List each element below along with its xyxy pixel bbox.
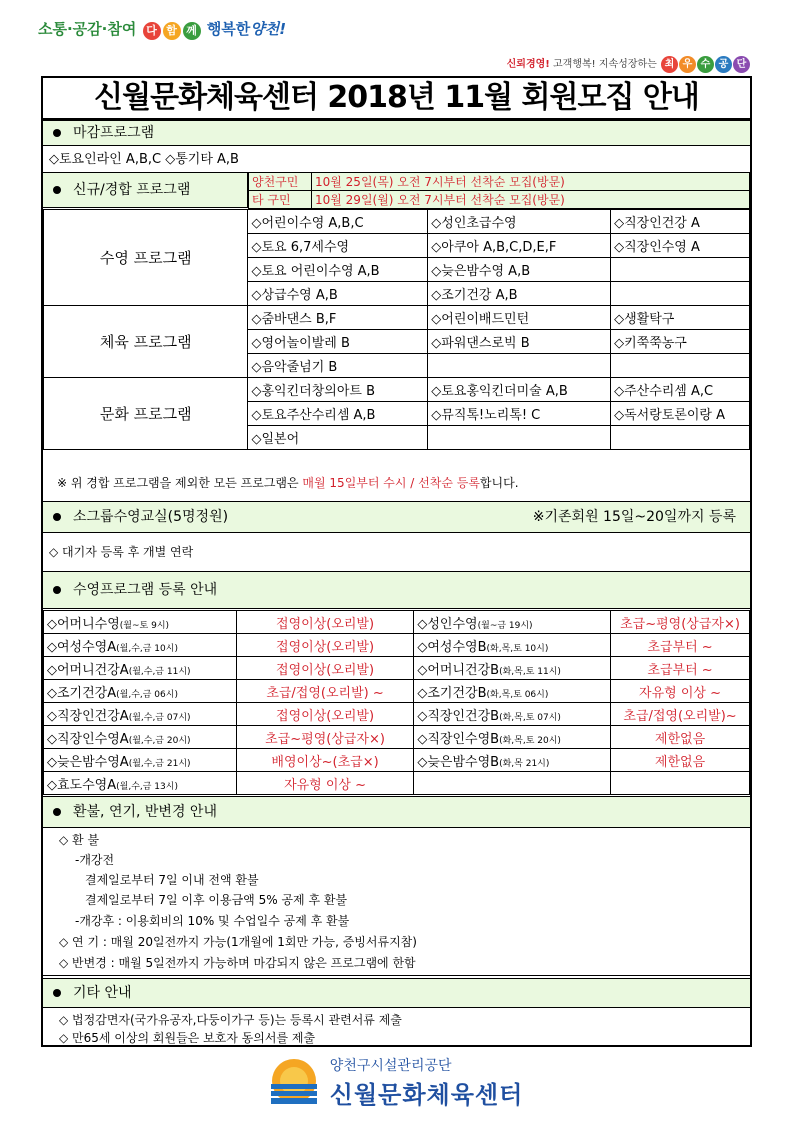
small-group-line: ◇ 대기자 등록 후 개별 연락 <box>49 545 194 559</box>
program-cell: ◇어린이배드민턴 <box>428 306 611 330</box>
footer-org <box>0 1055 794 1110</box>
swim-reg-right-requirement: 초급/접영(오리발)~ <box>611 703 750 726</box>
swim-reg-right-requirement <box>611 772 750 795</box>
program-cell <box>611 258 750 282</box>
program-cell: ◇토요 6,7세수영 <box>248 234 428 258</box>
swim-reg-left-requirement: 배영이상~(초급×) <box>236 749 414 772</box>
program-cell: ◇토요 어린이수영 A,B <box>248 258 428 282</box>
program-cell: ◇성인초급수영 <box>428 210 611 234</box>
program-cell: ◇독서랑토론이랑 A <box>611 402 750 426</box>
management-slogan <box>507 55 750 73</box>
table-row <box>44 657 750 680</box>
note-highlight: 매월 15일부터 수시 / 선착순 등록 <box>302 476 480 490</box>
swim-reg-right-requirement: 제한없음 <box>611 726 750 749</box>
mgmt-badge-2: 우 <box>679 56 696 73</box>
bullet-icon <box>53 586 61 594</box>
swim-reg-left-requirement: 접영이상(오리발) <box>236 657 414 680</box>
swim-class-time: (화,목 21시) <box>499 758 550 769</box>
swim-reg-right-name <box>414 749 611 772</box>
swim-reg-right-requirement: 초급부터 ~ <box>611 657 750 680</box>
swim-class-name: ◇직장인건강B <box>417 708 500 724</box>
program-cell <box>428 426 611 450</box>
deadline-items: ◇토요인라인 A,B,C ◇통기타 A,B <box>49 152 239 167</box>
program-cell <box>428 354 611 378</box>
swim-reg-left-name <box>44 680 237 703</box>
slogan-pill-1: 다 <box>143 22 161 40</box>
slogan-city: 양천! <box>250 20 287 38</box>
program-cell: ◇파워댄스로빅 B <box>428 330 611 354</box>
swim-reg-left-name <box>44 726 237 749</box>
mgmt-badge-4: 공 <box>715 56 732 73</box>
swim-reg-right-requirement: 초급부터 ~ <box>611 634 750 657</box>
swim-class-time: (월,수,금 20시) <box>128 735 191 746</box>
swim-reg-right-name <box>414 703 611 726</box>
etc-line: ◇ 법정감면자(국가유공자,다둥이가구 등)는 등록시 관련서류 제출 <box>59 1013 402 1027</box>
swim-class-time: (화,목,토 06시) <box>486 689 549 700</box>
note-prefix: ※ 위 경합 프로그램을 제외한 모든 프로그램은 <box>57 476 303 490</box>
section-deadline-header <box>43 120 750 146</box>
swim-reg-right-requirement: 제한없음 <box>611 749 750 772</box>
swim-class-time: (월,수,금 07시) <box>128 712 191 723</box>
section-swim-reg-header <box>43 571 750 609</box>
program-cell: ◇음악줄넘기 B <box>248 354 428 378</box>
program-cell: ◇아쿠아 A,B,C,D,E,F <box>428 234 611 258</box>
program-cell: ◇생활탁구 <box>611 306 750 330</box>
sports-program-label: 체육 프로그램 <box>44 306 248 378</box>
mgmt-slogan-rest: 고객행복! 지속성장하는 <box>553 59 657 70</box>
swim-class-time: (월,수,금 06시) <box>116 689 178 700</box>
org-subtitle: 양천구시설관리공단 <box>329 1058 452 1074</box>
section-title: 소그룹수영교실(5명정원) <box>73 509 229 525</box>
notice2-text: 10월 29일(월) 오전 7시부터 선착순 모집(방문) <box>312 191 750 209</box>
mgmt-badge-5: 단 <box>733 56 750 73</box>
etc-line: ◇ 만65세 이상의 회원들은 보호자 동의서를 제출 <box>59 1031 316 1045</box>
swim-reg-right-name <box>414 772 611 795</box>
swim-class-name: ◇직장인수영A <box>47 731 129 747</box>
swim-reg-left-name <box>44 772 237 795</box>
swim-reg-right-requirement: 자유형 이상 ~ <box>611 680 750 703</box>
program-cell: ◇조기건강 A,B <box>428 282 611 306</box>
notice1-text: 10월 25일(목) 오전 7시부터 선착순 모집(방문) <box>312 173 750 191</box>
program-cell <box>611 354 750 378</box>
program-cell: ◇토요주산수리셈 A,B <box>248 402 428 426</box>
program-cell: ◇어린이수영 A,B,C <box>248 210 428 234</box>
program-cell: ◇주산수리셈 A,C <box>611 378 750 402</box>
bullet-icon <box>53 186 61 194</box>
notice1-label: 양천구민 <box>249 173 312 191</box>
swim-registration-table <box>43 610 750 795</box>
swim-reg-left-name <box>44 611 237 634</box>
section-title: 환불, 연기, 반변경 안내 <box>73 804 217 820</box>
program-cell: ◇홍익킨더창의아트 B <box>248 378 428 402</box>
refund-details <box>43 828 750 976</box>
swim-class-time: (월~금 19시) <box>477 620 533 631</box>
program-cell: ◇줌바댄스 B,F <box>248 306 428 330</box>
swim-class-name: ◇늦은밤수영A <box>47 754 129 770</box>
swim-reg-right-name <box>414 634 611 657</box>
program-cell <box>611 282 750 306</box>
slogan-text: 소통·공감·참여 <box>38 20 137 38</box>
program-cell: ◇뮤직톡!노리톡! C <box>428 402 611 426</box>
bullet-icon <box>53 808 61 816</box>
etc-details <box>43 1009 750 1047</box>
swim-class-name: ◇조기건강B <box>417 685 487 701</box>
swim-class-time: (월,수,금 11시) <box>128 666 191 677</box>
program-cell: ◇직장인건강 A <box>611 210 750 234</box>
refund-line: -개강전 <box>75 853 115 867</box>
swim-class-name: ◇성인수영 <box>417 616 478 632</box>
program-table <box>43 209 750 450</box>
swim-reg-left-requirement: 초급~평영(상급자×) <box>236 726 414 749</box>
slogan-pill-3: 께 <box>183 22 201 40</box>
table-row <box>44 726 750 749</box>
section-etc-header <box>43 978 750 1008</box>
mgmt-badge-1: 최 <box>661 56 678 73</box>
swim-class-time: (화,목,토 10시) <box>486 643 549 654</box>
program-note <box>43 468 750 498</box>
slogan-middle: 행복한 <box>206 20 251 38</box>
swim-reg-right-name <box>414 611 611 634</box>
swim-class-time: (화,목,토 11시) <box>499 666 561 677</box>
swim-reg-left-name <box>44 749 237 772</box>
program-cell: ◇직장인수영 A <box>611 234 750 258</box>
swim-class-time: (화,목,토 07시) <box>499 712 561 723</box>
swim-class-name: ◇어머니건강A <box>47 662 129 678</box>
bullet-icon <box>53 989 61 997</box>
swim-reg-right-requirement: 초급~평영(상급자×) <box>611 611 750 634</box>
refund-line: ◇ 반변경 : 매월 5일전까지 가능하며 마감되지 않은 프로그램에 한함 <box>59 956 416 970</box>
refund-line: 결제일로부터 7일 이후 이용금액 5% 공제 후 환불 <box>85 893 348 907</box>
program-cell: ◇상급수영 A,B <box>248 282 428 306</box>
table-row <box>44 680 750 703</box>
section-title: 기타 안내 <box>73 985 132 1001</box>
swim-program-label: 수영 프로그램 <box>44 210 248 306</box>
swim-reg-left-requirement: 접영이상(오리발) <box>236 611 414 634</box>
swim-class-name: ◇어머니수영 <box>47 616 120 632</box>
section-small-group-header <box>43 501 750 533</box>
program-cell: ◇키쭉쭉농구 <box>611 330 750 354</box>
program-cell: ◇일본어 <box>248 426 428 450</box>
culture-program-label: 문화 프로그램 <box>44 378 248 450</box>
swim-reg-left-requirement: 접영이상(오리발) <box>236 634 414 657</box>
swim-class-name: ◇직장인건강A <box>47 708 129 724</box>
swim-reg-left-name <box>44 657 237 680</box>
bullet-icon <box>53 129 61 137</box>
program-cell: ◇늦은밤수영 A,B <box>428 258 611 282</box>
program-cell <box>611 426 750 450</box>
swim-reg-left-name <box>44 634 237 657</box>
swim-class-name: ◇늦은밤수영B <box>417 754 500 770</box>
swim-reg-right-name <box>414 726 611 749</box>
top-slogan <box>38 18 286 40</box>
swim-reg-right-name <box>414 657 611 680</box>
table-row <box>44 772 750 795</box>
swim-class-name: ◇직장인수영B <box>417 731 500 747</box>
program-cell: ◇영어놀이발레 B <box>248 330 428 354</box>
table-row <box>44 611 750 634</box>
swim-class-name: ◇효도수영A <box>47 777 117 793</box>
swim-class-name: ◇여성수영A <box>47 639 117 655</box>
refund-line: 결제일로부터 7일 이내 전액 환불 <box>85 873 259 887</box>
section-title: 수영프로그램 등록 안내 <box>73 582 218 598</box>
section-new-header <box>43 172 248 208</box>
swim-reg-left-name <box>44 703 237 726</box>
mgmt-slogan-red: 신뢰경영! <box>506 59 550 70</box>
program-cell: ◇토요홍익킨더미술 A,B <box>428 378 611 402</box>
swim-class-name: ◇여성수영B <box>417 639 487 655</box>
swim-class-name: ◇어머니건강B <box>417 662 500 678</box>
swim-reg-right-name <box>414 680 611 703</box>
swim-reg-left-requirement: 초급/접영(오리발) ~ <box>236 680 414 703</box>
table-row <box>44 703 750 726</box>
section-refund-header <box>43 796 750 828</box>
swim-reg-left-requirement: 접영이상(오리발) <box>236 703 414 726</box>
refund-line: ◇ 연 기 : 매월 20일전까지 가능(1개월에 1회만 가능, 증빙서류지참) <box>59 935 417 949</box>
swim-class-time: (월,수,금 13시) <box>116 781 178 792</box>
section-title: 마감프로그램 <box>73 125 155 141</box>
note-suffix: 합니다. <box>479 476 519 490</box>
section-title: 신규/경합 프로그램 <box>73 182 191 198</box>
notice2-label: 타 구민 <box>249 191 312 209</box>
org-logo-icon <box>271 1058 317 1108</box>
swim-class-time: (화,목,토 20시) <box>499 735 561 746</box>
swim-class-time: (월,수,금 21시) <box>128 758 191 769</box>
refund-line: ◇ 환 불 <box>59 833 100 847</box>
org-name: 신월문화체육센터 <box>329 1081 524 1109</box>
swim-reg-left-requirement: 자유형 이상 ~ <box>236 772 414 795</box>
slogan-pill-2: 함 <box>163 22 181 40</box>
swim-class-name: ◇조기건강A <box>47 685 117 701</box>
page-title: 신월문화체육센터 2018년 11월 회원모집 안내 <box>41 76 752 120</box>
swim-class-time: (월,수,금 10시) <box>116 643 178 654</box>
refund-line: -개강후 : 이용회비의 10% 및 수업일수 공제 후 환불 <box>75 914 350 928</box>
small-group-registration-note: ※기존회원 15일~20일까지 등록 <box>532 509 736 525</box>
new-notice-table <box>248 172 750 209</box>
table-row <box>44 634 750 657</box>
swim-class-time: (월~토 9시) <box>119 620 170 631</box>
table-row <box>44 749 750 772</box>
notice-body <box>41 120 752 1047</box>
bullet-icon <box>53 513 61 521</box>
mgmt-badge-3: 수 <box>697 56 714 73</box>
